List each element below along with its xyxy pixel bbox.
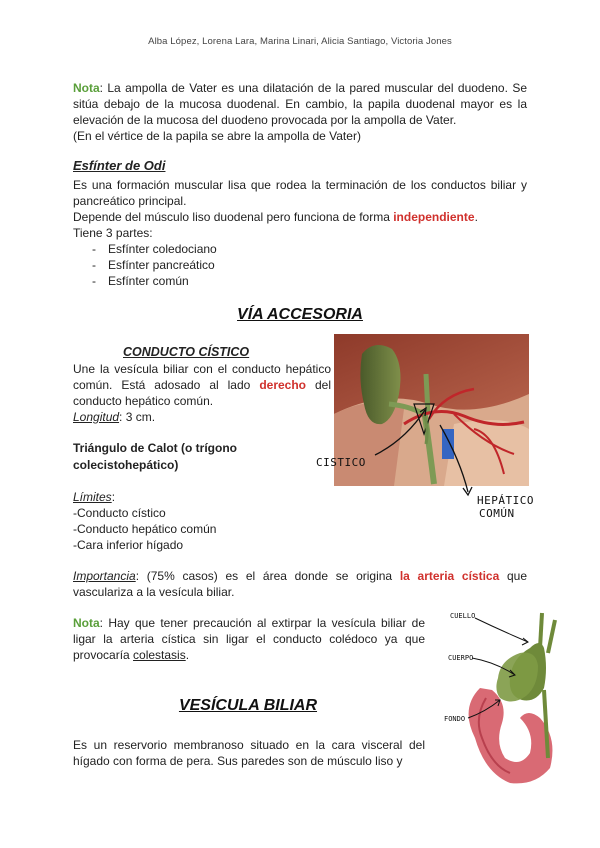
oddi-p1: Es una formación muscular lisa que rodea la terminación de los conductos biliar y pancreático principal.: [73, 178, 527, 208]
nota-ampolla: [73, 80, 527, 144]
calot-limites: Límites: -Conducto cístico -Conducto hepático común -Cara inferior hígado: [73, 490, 217, 552]
list-item: - Esfínter coledociano: [92, 242, 217, 256]
oddi-paragraph: [73, 177, 527, 241]
via-accesoria-title: VÍA ACCESORIA: [237, 306, 363, 323]
oddi-p2-post: .: [474, 210, 478, 224]
importancia-label: Importancia: [73, 569, 136, 583]
cistico-derecho: derecho: [259, 378, 306, 392]
label-cuello: CUELLO: [450, 612, 476, 620]
list-item: - Esfínter pancreático: [92, 258, 215, 272]
oddi-p3: Tiene 3 partes:: [73, 226, 153, 240]
nota-precaucion: Nota: Hay que tener precaución al extirpar la vesícula biliar de ligar la arteria cística sin ligar el conducto colédoco ya que provocaría colestasis.: [73, 616, 425, 662]
list-item: -Conducto cístico: [73, 506, 166, 520]
list-item: -Conducto hepático común: [73, 522, 217, 536]
oddi-parts-list: [73, 241, 473, 289]
oddi-title: Esfínter de Odi: [73, 158, 166, 173]
oddi-p2-highlight: independiente: [393, 210, 475, 224]
calot-title: Triángulo de Calot (o trígono colecistohepático): [73, 441, 237, 472]
limites-label: Límites: [73, 490, 112, 504]
longitud-value: : 3 cm.: [119, 410, 156, 424]
page-header-authors: Alba López, Lorena Lara, Marina Linari, Alicia Santiago, Victoria Jones: [148, 36, 452, 47]
arteria-cistica: la arteria cística: [399, 569, 500, 583]
list-item: - Esfínter común: [92, 274, 189, 288]
label-comun: COMÚN: [479, 507, 515, 520]
oddi-p2-pre: Depende del músculo liso duodenal pero funciona de forma: [73, 210, 394, 224]
vesicula-paragraph: Es un reservorio membranoso situado en la cara visceral del hígado con forma de pera. Sus paredes son de músculo liso y: [73, 738, 425, 768]
label-hepatico: HEPÁTICO: [477, 494, 534, 507]
list-item: -Cara inferior hígado: [73, 538, 184, 552]
cistico-paragraph: [73, 361, 331, 425]
nota-line2: (En el vértice de la papila se abre la ampolla de Vater): [73, 129, 361, 143]
vesicula-title: VESÍCULA BILIAR: [178, 697, 318, 714]
nota-label: Nota: [73, 81, 100, 95]
calot-importancia: Importancia: (75% casos) es el área donde se origina la arteria cística que vasculariza a la vesícula biliar.: [73, 569, 528, 599]
cistico-title: CONDUCTO CÍSTICO: [123, 345, 250, 359]
label-cuerpo: CUERPO: [448, 654, 474, 662]
label-cistico: CISTICO: [316, 456, 366, 469]
cistico-p1: Une la vesícula biliar con el conducto hepático común. Está adosado al lado: [73, 362, 331, 392]
nota-text: : La ampolla de Vater es una dilatación de la pared muscular del duodeno. Se sitúa debajo de la mucosa duodenal. En cambio, la papila duodenal mayor es la elevación de la mucosa del duodeno provocada por la ampolla de Vater.: [73, 81, 527, 127]
label-fondo: FONDO: [444, 715, 466, 723]
longitud-label: Longitud: [73, 410, 120, 424]
cistico-p1-post: del conducto hepático común.: [73, 378, 331, 408]
colestasis-term: colestasis: [133, 648, 186, 662]
nota-label: Nota: [73, 616, 100, 630]
